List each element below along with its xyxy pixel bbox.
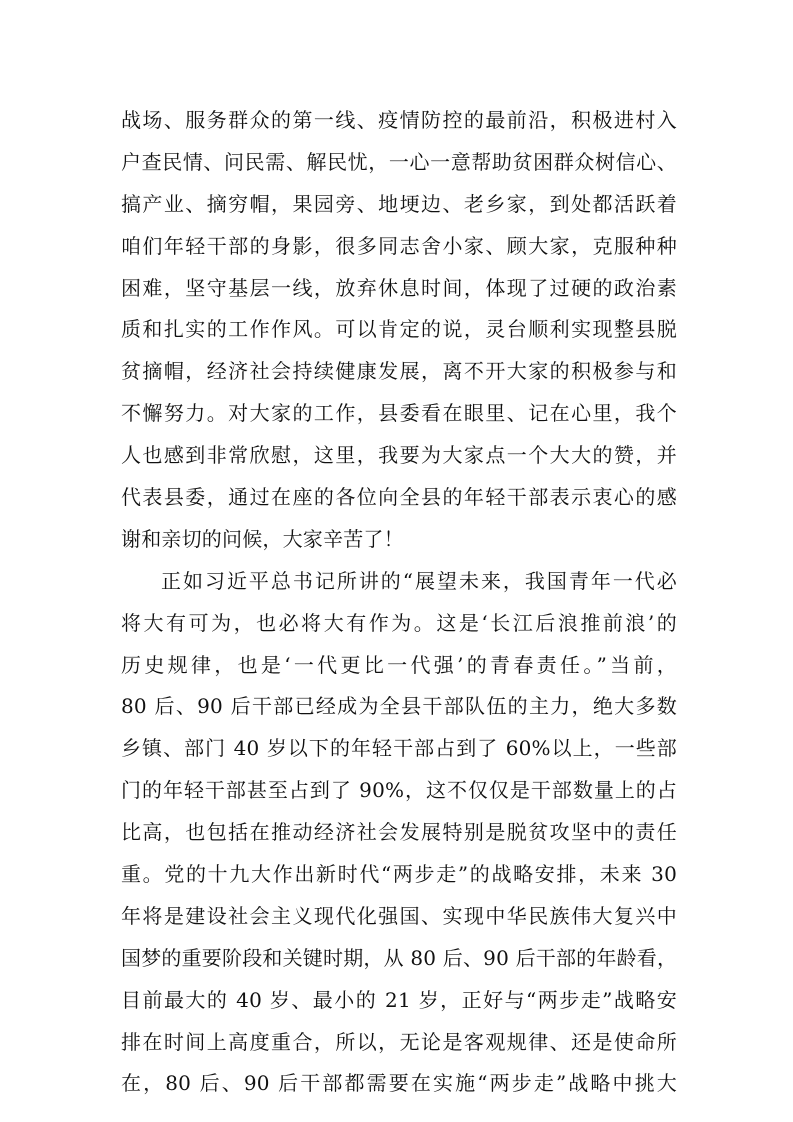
text-line: 排在时间上高度重合，所以，无论是客观规律、还是使命所 bbox=[121, 1029, 677, 1054]
text-line: 搞产业、摘穷帽，果园旁、地埂边、老乡家，到处都活跃着 bbox=[121, 191, 677, 216]
paragraph-end-line: 谢和亲切的问候，大家辛苦了！ bbox=[121, 526, 404, 551]
body-text bbox=[121, 100, 677, 1105]
text-line: 将大有可为，也必将大有作为。这是‘长江后浪推前浪’的 bbox=[121, 610, 677, 635]
text-line: 门的年轻干部甚至占到了 90%，这不仅仅是干部数量上的占 bbox=[121, 778, 677, 803]
text-line: 人也感到非常欣慰，这里，我要为大家点一个大大的赞，并 bbox=[121, 443, 677, 468]
paragraph-first-line: 正如习近平总书记所讲的“展望未来，我国青年一代必 bbox=[161, 568, 677, 593]
text-line: 目前最大的 40 岁、最小的 21 岁，正好与“两步走”战略安 bbox=[121, 987, 677, 1012]
text-line: 代表县委，通过在座的各位向全县的年轻干部表示衷心的感 bbox=[121, 485, 677, 510]
text-line: 咱们年轻干部的身影，很多同志舍小家、顾大家，克服种种 bbox=[121, 233, 677, 258]
text-line: 年将是建设社会主义现代化强国、实现中华民族伟大复兴中 bbox=[121, 903, 677, 928]
text-line: 国梦的重要阶段和关键时期，从 80 后、90 后干部的年龄看， bbox=[121, 945, 678, 970]
text-line: 质和扎实的工作作风。可以肯定的说，灵台顺利实现整县脱 bbox=[121, 317, 677, 342]
text-line: 在，80 后、90 后干部都需要在实施“两步走”战略中挑大 bbox=[121, 1071, 677, 1096]
text-line: 重。党的十九大作出新时代“两步走”的战略安排，未来 30 bbox=[121, 862, 677, 887]
text-line: 比高，也包括在推动经济社会发展特别是脱贫攻坚中的责任 bbox=[121, 820, 677, 845]
text-line: 贫摘帽，经济社会持续健康发展，离不开大家的积极参与和 bbox=[121, 359, 677, 384]
text-line: 户查民情、问民需、解民忧，一心一意帮助贫困群众树信心、 bbox=[121, 149, 677, 174]
text-line: 历史规律，也是‘一代更比一代强’的青春责任。”当前， bbox=[121, 652, 677, 677]
text-line: 不懈努力。对大家的工作，县委看在眼里、记在心里，我个 bbox=[121, 401, 677, 426]
text-line: 战场、服务群众的第一线、疫情防控的最前沿，积极进村入 bbox=[121, 108, 677, 132]
text-line: 80 后、90 后干部已经成为全县干部队伍的主力，绝大多数 bbox=[121, 694, 677, 719]
text-line: 乡镇、部门 40 岁以下的年轻干部占到了 60%以上，一些部 bbox=[121, 736, 677, 761]
text-line: 困难，坚守基层一线，放弃休息时间，体现了过硬的政治素 bbox=[121, 275, 677, 300]
